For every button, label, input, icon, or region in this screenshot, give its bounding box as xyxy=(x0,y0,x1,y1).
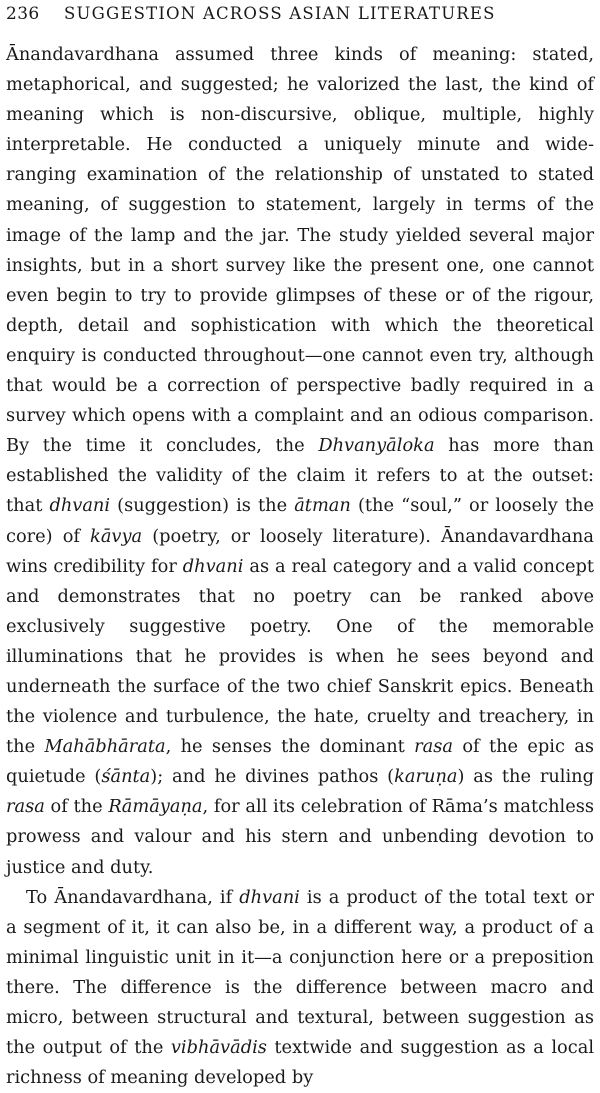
text-run: ) as the ruling xyxy=(457,766,595,788)
italic-term: Dhvanyāloka xyxy=(318,435,435,457)
italic-term: vibhāvādis xyxy=(170,1037,267,1059)
italic-term: karuṇa xyxy=(394,766,458,788)
text-run: (poetry, or loosely literature). Ānandavardhana wins credibility for xyxy=(6,525,594,577)
italic-term: rasa xyxy=(6,796,45,818)
running-head xyxy=(6,4,594,34)
text-run: of the xyxy=(44,796,109,818)
page-number: 236 xyxy=(6,4,40,24)
paragraph xyxy=(6,883,594,1093)
text-run: is a product of the total text or a segment of it, it can also be, in a different way, a product of a minimal linguistic unit in it—a conjunction here or a preposition there. The difference is the difference between macro and micro, between structural and textural, between suggestion as the output of the xyxy=(6,886,594,1059)
text-run: ); and he divines pathos ( xyxy=(150,766,395,788)
paragraph xyxy=(6,40,594,883)
text-run: To Ānandavardhana, if xyxy=(26,886,240,908)
running-title: SUGGESTION ACROSS ASIAN LITERATURES xyxy=(64,4,496,23)
italic-term: Mahābhārata xyxy=(44,736,166,758)
text-run: , he senses the dominant xyxy=(165,736,415,758)
text-run: as a real category and a valid concept and demonstrates that no poetry can be ranked above exclusively suggestive poetry. One of the memorable illuminations that he provides is when he sees beyond and underneath the surface of the two chief Sanskrit epics. Beneath the violence and turbulence, the hate, cruelty and treachery, in the xyxy=(6,555,594,758)
text-run: textwide and suggestion as a local richness of meaning developed by xyxy=(6,1037,595,1089)
body-text xyxy=(6,40,594,1093)
text-run: Ānandavardhana assumed three kinds of meaning: stated, metaphorical, and suggested; he valorized the last, the kind of meaning which is non-discursive, oblique, multiple, highly interpretable. He conducted a uniquely minute and wide-ranging examination of the relationship of unstated to stated meaning, of suggestion to statement, largely in terms of the image of the lamp and the jar. The study yielded several major insights, but in a short survey like the present one, one cannot even begin to try to provide glimpses of these or of the rigour, depth, detail and sophistication with which the theoretical enquiry is conducted throughout—one cannot even try, although that would be a correction of perspective badly required in a survey which opens with a complaint and an odious comparison. By the time it concludes, the xyxy=(6,44,594,457)
italic-term: ātman xyxy=(294,495,351,517)
text-run: has more than established the validity of the claim it refers to at the outset: that xyxy=(6,435,594,517)
italic-term: dhvani xyxy=(182,555,244,577)
italic-term: kāvya xyxy=(90,525,143,547)
text-run: , for all its celebration of Rāma’s matchless prowess and valour and his stern and unbending devotion to justice and duty. xyxy=(6,796,594,878)
italic-term: Rāmāyaṇa xyxy=(108,796,203,818)
italic-term: dhvani xyxy=(239,886,300,908)
italic-term: śānta xyxy=(101,766,151,788)
text-run: of the epic as quietude ( xyxy=(6,736,594,788)
text-run: (suggestion) is the xyxy=(110,495,295,517)
italic-term: dhvani xyxy=(49,495,111,517)
italic-term: rasa xyxy=(414,736,453,758)
text-run: (the “soul,” or loosely the core) of xyxy=(6,495,594,547)
